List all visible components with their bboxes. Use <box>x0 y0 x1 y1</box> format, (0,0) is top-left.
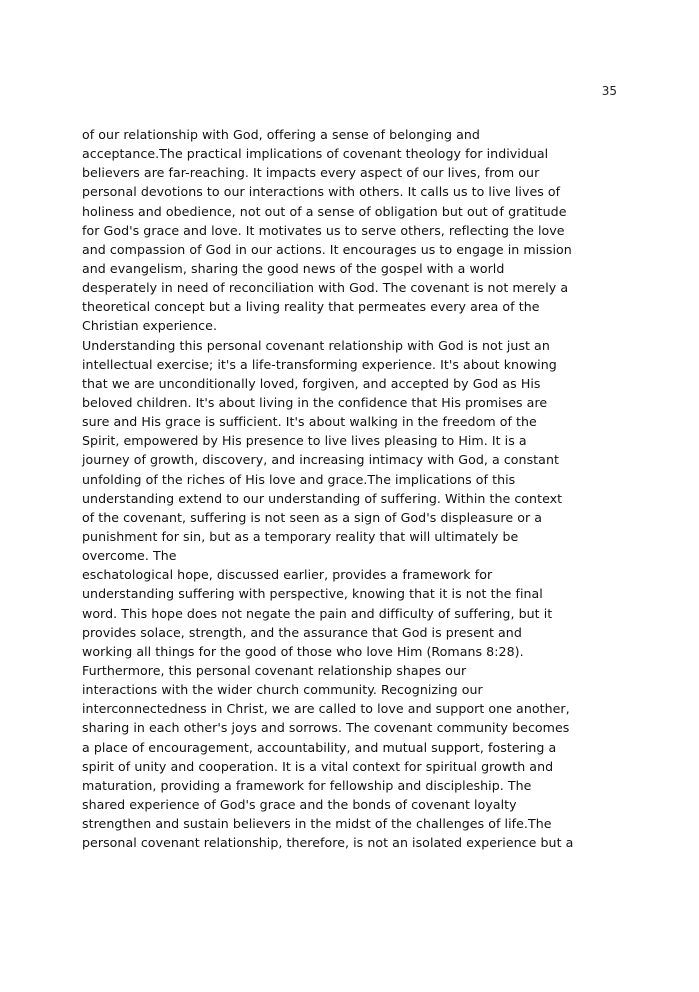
text-line: beloved children. It's about living in the confidence that His promises are <box>82 394 548 410</box>
text-line: Furthermore, this personal covenant relationship shapes our <box>82 662 467 678</box>
text-line: journey of growth, discovery, and increasing intimacy with God, a constant <box>82 452 559 468</box>
text-line: for God's grace and love. It motivates us to serve others, reflecting the love <box>82 222 565 238</box>
text-line: strengthen and sustain believers in the midst of the challenges of life.The <box>82 816 552 832</box>
text-line: understanding suffering with perspective, knowing that it is not the final <box>82 586 543 602</box>
text-line: spirit of unity and cooperation. It is a vital context for spiritual growth and <box>82 758 554 774</box>
text-line: holiness and obedience, not out of a sense of obligation but out of gratitude <box>82 203 567 219</box>
text-line: Understanding this personal covenant relationship with God is not just an <box>82 337 550 353</box>
text-line: and evangelism, sharing the good news of the gospel with a world <box>82 260 505 276</box>
text-line: word. This hope does not negate the pain and difficulty of suffering, but it <box>82 605 553 621</box>
text-line: overcome. The <box>82 548 177 564</box>
text-line: maturation, providing a framework for fellowship and discipleship. The <box>82 777 532 793</box>
body-text <box>82 125 622 852</box>
text-line: Christian experience. <box>82 318 218 334</box>
text-line: working all things for the good of those who love Him (Romans 8:28). <box>82 643 524 659</box>
page-number: 35 <box>601 84 617 98</box>
text-line: sharing in each other's joys and sorrows. The covenant community becomes <box>82 720 570 736</box>
text-line: interconnectedness in Christ, we are called to love and support one another, <box>82 701 570 717</box>
text-line: and compassion of God in our actions. It encourages us to engage in mission <box>82 241 572 257</box>
text-line: Spirit, empowered by His presence to live lives pleasing to Him. It is a <box>82 433 527 449</box>
text-line: personal devotions to our interactions with others. It calls us to live lives of <box>82 184 561 200</box>
text-line: that we are unconditionally loved, forgiven, and accepted by God as His <box>82 375 541 391</box>
text-line: interactions with the wider church community. Recognizing our <box>82 682 483 698</box>
text-line: personal covenant relationship, therefore, is not an isolated experience but a <box>82 835 574 851</box>
text-line: of the covenant, suffering is not seen as a sign of God's displeasure or a <box>82 509 542 525</box>
text-line: believers are far-reaching. It impacts every aspect of our lives, from our <box>82 165 540 181</box>
text-line: understanding extend to our understanding of suffering. Within the context <box>82 490 563 506</box>
text-line: eschatological hope, discussed earlier, provides a framework for <box>82 567 493 583</box>
text-line: shared experience of God's grace and the bonds of covenant loyalty <box>82 796 517 812</box>
text-line: provides solace, strength, and the assurance that God is present and <box>82 624 522 640</box>
text-line: desperately in need of reconciliation with God. The covenant is not merely a <box>82 280 569 296</box>
text-line: punishment for sin, but as a temporary reality that will ultimately be <box>82 528 519 544</box>
text-line: intellectual exercise; it's a life-transforming experience. It's about knowing <box>82 356 557 372</box>
text-line: sure and His grace is sufficient. It's about walking in the freedom of the <box>82 414 537 430</box>
text-line: acceptance.The practical implications of covenant theology for individual <box>82 146 549 162</box>
text-line: a place of encouragement, accountability, and mutual support, fostering a <box>82 739 557 755</box>
text-line: unfolding of the riches of His love and grace.The implications of this <box>82 471 516 487</box>
text-line: theoretical concept but a living reality that permeates every area of the <box>82 299 540 315</box>
text-line: of our relationship with God, offering a sense of belonging and <box>82 127 480 142</box>
